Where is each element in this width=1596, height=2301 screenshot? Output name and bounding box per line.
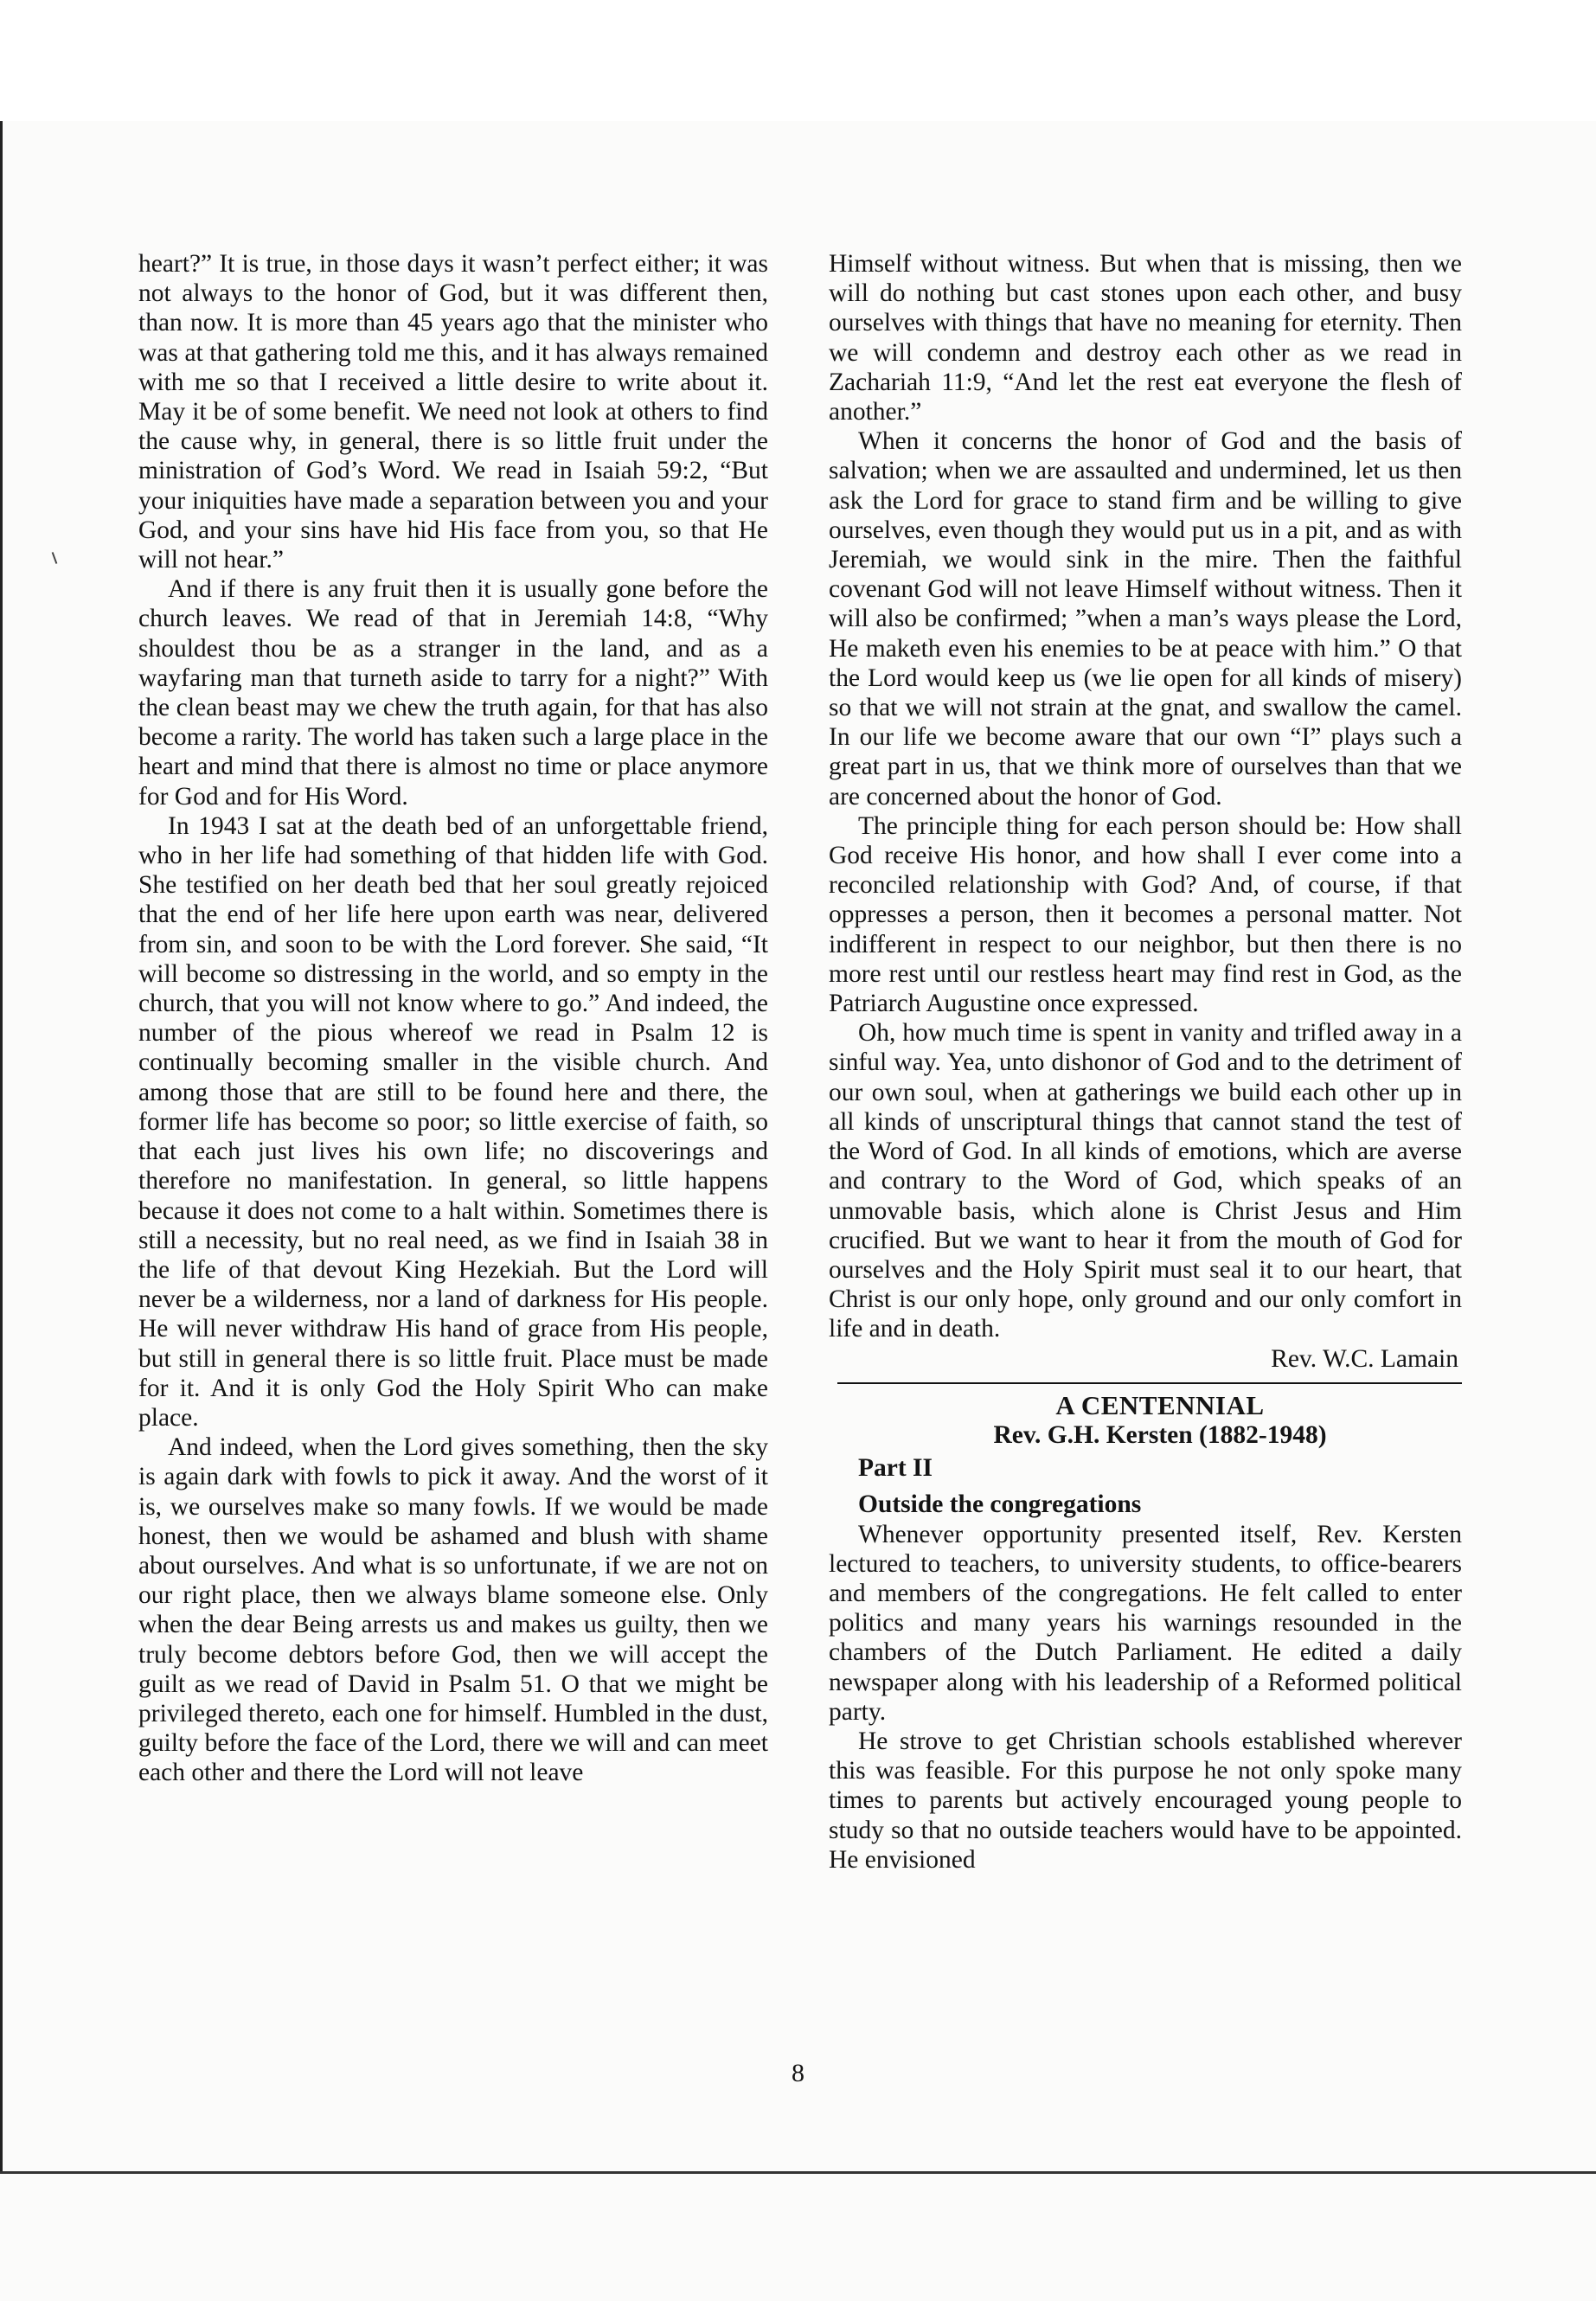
section-divider: [837, 1382, 1462, 1384]
left-paragraph-4: And indeed, when the Lord gives something, then the sky is again dark with fowls to pick it away. And the worst of it is, we ourselves make so many fowls. If we would be made honest, then we would be ashamed and blush with shame about ourselves. And what is so unfortunate, if we are not on our right place, then we always blame someone else. Only when the dear Being arrests us and makes us guilty, then we truly become debtors before God, then we will accept the guilt as we read of David in Psalm 51. O that we might be privileged thereto, each one for himself. Humbled in the dust, guilty before the face of the Lord, there we will and can meet each other and there the Lord will not leave: [138, 1433, 768, 1787]
right-paragraph-2: When it concerns the honor of God and the basis of salvation; when we are assaulted and undermined, let us then ask the Lord for grace to stand firm and be willing to give ourselves, even though they would put us in a pit, and as with Jeremiah, we would sink in the mire. Then the faithful covenant God will not leave Himself without witness. Then it will also be confirmed; ”when a man’s ways please the Lord, He maketh even his enemies to be at peace with him.” O that the Lord would keep us (we lie open for all kinds of misery) so that we will not strain at the gnat, and swallow the camel. In our life we become aware that our own “I” plays such a great part in us, that we think more of ourselves than that we are concerned about the honor of God.: [829, 427, 1462, 811]
left-paragraph-1: heart?” It is true, in those days it wasn’t perfect either; it was not always to the honor of God, but it was different then, than now. It is more than 45 years ago that the minister who was at that gathering told me this, and it has always remained with me so that I received a little desire to write about it. May it be of some benefit. We need not look at others to find the cause why, in general, there is so little fruit under the ministration of God’s Word. We read in Isaiah 59:2, “But your iniquities have made a separation between you and your God, and your sins have hid His face from you, so that He will not hear.”: [138, 250, 768, 574]
right-paragraph-4: Oh, how much time is spent in vanity and trifled away in a sinful way. Yea, unto dishonor of God and to the detriment of our own soul, when at gatherings we build each other up in all kinds of unscriptural things that cannot stand the test of the Word of God. In all kinds of emotions, which are averse and contrary to the Word of God, which speaks of an unmovable basis, which alone is Christ Jesus and Him crucified. But we want to hear it from the mouth of God for ourselves and the Holy Spirit must seal it to our heart, that Christ is our only hope, only ground and our only comfort in life and in death.: [829, 1019, 1462, 1343]
article-title: A CENTENNIAL: [1055, 1389, 1265, 1420]
page-number: 8: [792, 2059, 804, 2087]
right-column: [829, 249, 1462, 1875]
right-paragraph-3: The principle thing for each person should be: How shall God receive His honor, and how shall I ever come into a reconciled relationship with God? And, of course, if that oppresses a person, then it becomes a personal matter. Not indifferent in respect to our neighbor, but then there is no more rest until our restless heart may find rest in God, as the Patriarch Augustine once expressed.: [829, 811, 1462, 1018]
scan-edge-bottom: [0, 2171, 1596, 2174]
right-paragraph-1: Himself without witness. But when that is missing, then we will do nothing but cast stones upon each other, and busy ourselves with things that have no meaning for eternity. Then we will condemn and destroy each other as we read in Zachariah 11:9, “And let the rest eat everyone the flesh of another.”: [829, 250, 1462, 426]
author-signature: Rev. W.C. Lamain: [1271, 1344, 1458, 1373]
scan-edge-left: [0, 121, 3, 2171]
left-paragraph-2: And if there is any fruit then it is usually gone before the church leaves. We read of that in Jeremiah 14:8, “Why shouldest thou be as a stranger in the land, and as a wayfaring man that turneth aside to tarry for a night?” With the clean beast may we chew the truth again, for that has also become a rarity. The world has taken such a large place in the heart and mind that there is almost no time or place anymore for God and for His Word.: [138, 575, 768, 811]
section-heading: Outside the congregations: [858, 1490, 1142, 1519]
article-part: Part II: [858, 1454, 933, 1483]
article-subtitle: Rev. G.H. Kersten (1882-1948): [993, 1420, 1327, 1449]
scan-speck: [52, 552, 58, 564]
left-paragraph-3: In 1943 I sat at the death bed of an unforgettable friend, who in her life had something of that hidden life with God. She testified on her death bed that her soul greatly rejoiced that the end of her life here upon earth was near, delivered from sin, and soon to be with the Lord forever. She said, “It will become so distressing in the world, and so empty in the church, that you will not know where to go.” And indeed, the number of the pious whereof we read in Psalm 12 is continually becoming smaller in the visible church. And among those that are still to be found here and there, the former life has become so poor; so little exercise of faith, so that each just lives his own life; no discoverings and therefore no manifestation. In general, so little happens because it does not come to a halt within. Sometimes there is still a necessity, but no real need, as we find in Isaiah 38 in the life of that devout King Hezekiah. But the Lord will never be a wilderness, nor a land of darkness for His people. He will never withdraw His hand of grace from His people, but still in general there is so little fruit. Place must be made for it. And it is only God the Holy Spirit Who can make place.: [138, 811, 768, 1432]
article-paragraph-2: He strove to get Christian schools established wherever this was feasible. For this purpose he not only spoke many times to parents but actively encouraged young people to study so that no outside teachers would have to be appointed. He envisioned: [829, 1727, 1462, 1874]
page-top-margin: [0, 0, 1596, 121]
left-column: [138, 249, 768, 1788]
article-paragraph-1: Whenever opportunity presented itself, Rev. Kersten lectured to teachers, to university students, to office-bearers and members of the congregations. He felt called to enter politics and many years his warnings resounded in the chambers of the Dutch Parliament. He edited a daily newspaper along with his leadership of a Reformed political party.: [829, 1520, 1462, 1726]
